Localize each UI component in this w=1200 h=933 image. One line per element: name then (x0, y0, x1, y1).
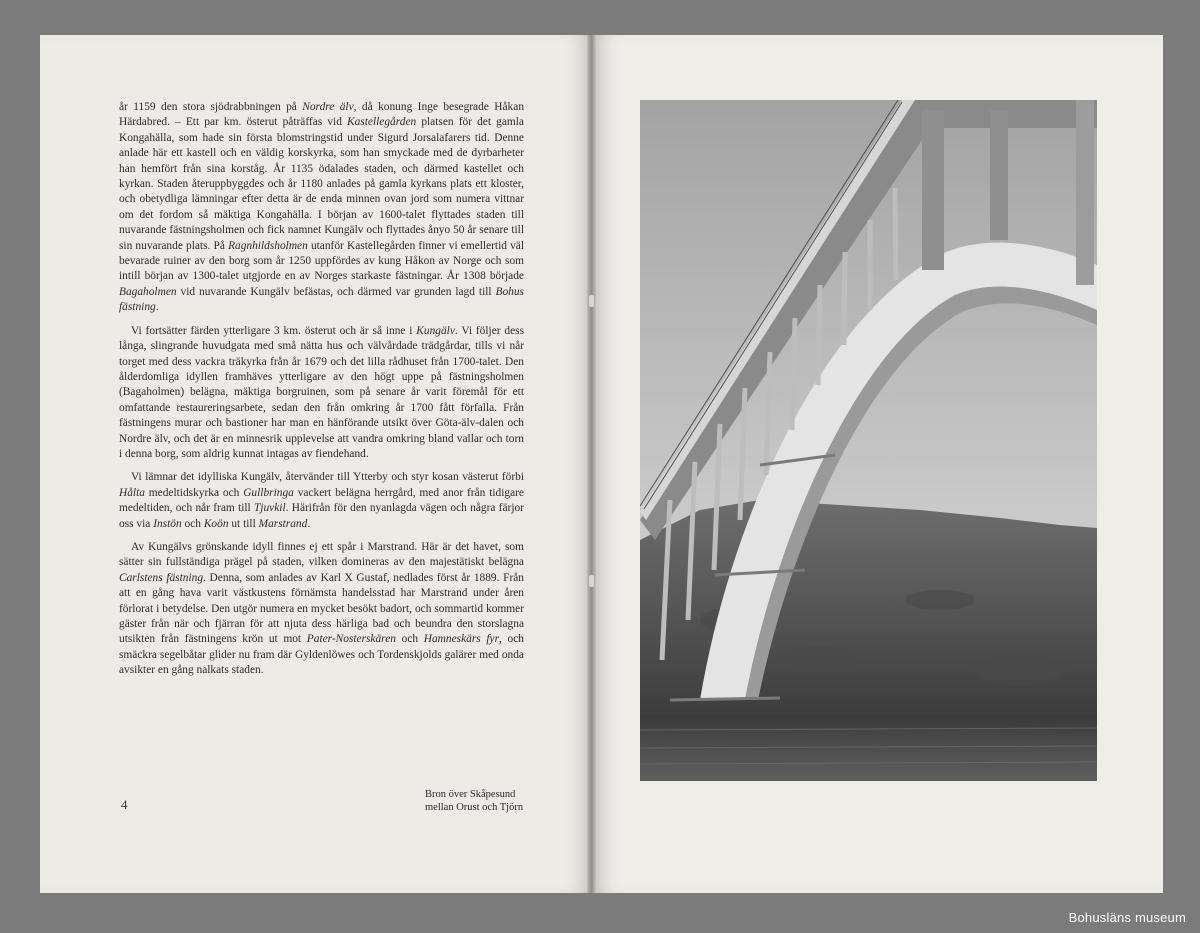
place-name: Marstrand (258, 517, 308, 530)
text-run: , då konung Inge besegrade Håkan Härdabred. – Ett par km. österut påträffas vid (119, 101, 525, 129)
place-name: Nordre älv (302, 101, 354, 113)
place-name: Bohus fästning (119, 285, 524, 314)
body-paragraph (119, 470, 524, 532)
staple-top (589, 295, 594, 307)
text-run: utanför Kastellegården finner vi emellertid väl bevarade ruiner av den borg som år 1250 uppfördes av kung Håkon av Norge och som intill början av 1300-talet utgjorde en av Norges starkaste fästningar. År 1308 började (119, 239, 525, 283)
body-paragraph (119, 100, 524, 316)
text-run: platsen för det gamla Kongahälla, som hade sin första blomstringstid under Sigurd Jorsalafarers tid. Denne anlade här ett kastell och en väldig korskyrka, som han smyckade med de dyrbarheter han hemfört från sina korståg. År 1135 ödalades staden, och därmed kastellet och kyrkan. Staden återuppbyggdes och år 1180 anlades på gamla kyrkans plats ett kloster, och obetydliga lämningar efter detta är de enda minnen ovan jord som numera vittnar om det fordom så mäktiga Kongahälla. I början av 1600-talet flyttades staden till nuvarande fästningsholmen och fick namnet Kungälv och flyttades ånyo 50 år senare till sin nuvarande plats. På (119, 116, 524, 252)
text-run: Vi fortsätter färden ytterligare 3 km. österut och är så inne i (131, 324, 417, 337)
page-number: 4 (121, 797, 128, 812)
place-name: Kastellegården (347, 116, 417, 129)
body-paragraph (119, 324, 524, 463)
text-run: vid nuvarande Kungälv befästas, och därmed var grunden lagd till (176, 285, 496, 298)
text-run: år 1159 den stora sjödrabbningen på (119, 101, 303, 113)
place-name: Gullbringa (243, 486, 294, 499)
text-run: . (155, 301, 159, 314)
museum-watermark: Bohusläns museum (1068, 910, 1186, 925)
place-name: Koön (203, 517, 229, 530)
text-run: Vi lämnar det idylliska Kungälv, återvänder till Ytterby och styr kosan västerut förbi (131, 471, 524, 484)
bridge-photo (640, 100, 1097, 781)
caption-line-2: mellan Orust och Tjörn (425, 802, 524, 813)
place-name: Ragnhildsholmen (228, 239, 308, 252)
place-name: Instön (153, 517, 182, 530)
text-run: Av Kungälvs grönskande idyll finnes ej ett spår i Marstrand. Här är det havet, som sätter sin fullständiga prägel på staden, vilken domineras av den majestätiskt belägna (119, 540, 524, 569)
body-text (119, 100, 524, 687)
text-run: ut till (228, 517, 259, 530)
text-run: . (307, 517, 311, 530)
gutter (587, 35, 596, 893)
place-name: Tjuvkil (253, 502, 286, 515)
text-run: och (395, 633, 424, 646)
text-run: och (181, 517, 204, 530)
staple-bottom (589, 575, 594, 587)
place-name: Pater-Nosterskären (306, 633, 396, 646)
text-run: , och smäckra segelbåtar glider nu fram där Gyldenlöwes och Tordenskjolds galärer med onda avsikter en gång nalkats staden. (119, 633, 524, 677)
caption-line-1: Bron över Skåpesund (425, 789, 516, 800)
place-name: Kungälv (416, 324, 455, 337)
body-paragraph (119, 540, 524, 679)
photo-caption (425, 788, 535, 814)
text-run: vackert belägna herrgård, med anor från tidigare medeltiden, och når fram till (119, 486, 524, 515)
place-name: Bagaholmen (119, 285, 177, 298)
place-name: Hålta (119, 486, 145, 499)
place-name: Hamneskärs fyr (423, 633, 500, 646)
text-run: medeltidskyrka och (144, 486, 244, 499)
place-name: Carlstens fästning (119, 571, 204, 584)
text-run: . Vi följer dess långa, slingrande huvudgata med små nätta hus och välvårdade trädgårdar, tills vi når torget med dess vackra träkyrka från år 1679 och det lilla rådhuset från 1700-talet. Den ålderdomliga idyllen framhäves ytterligare av den högt uppe på fästningsholmen (Bagaholmen) belägna, mäktiga borgruinen, som på senare år varit föremål för ett omfattande restaureringsarbete, sedan den från omkring år 1700 fått förfalla. Från fästningens murar och bastioner har man en hänförande utsikt över Göta-älv-dalen och Nordre älv, och det är en minnesrik upplevelse att vandra omkring bland vallar och torn i denna borg, som aldrig kunnat intagas av fiendehand. (119, 324, 524, 460)
text-run: . Härifrån för den nyanlagda vägen och några färjor oss via (119, 502, 524, 530)
text-run: . Denna, som anlades av Karl X Gustaf, nedlades först år 1889. Från att en gång hava varit västkustens förnämsta handelsstad har Marstrand under åren förlorat i betydelse. Den utgör numera en mycket besökt badort, och sommartid kommer gäster från när och fjärran för att njuta dess härliga bad och beundra den storslagna utsikten från fästningens krön ut mot (119, 571, 524, 646)
